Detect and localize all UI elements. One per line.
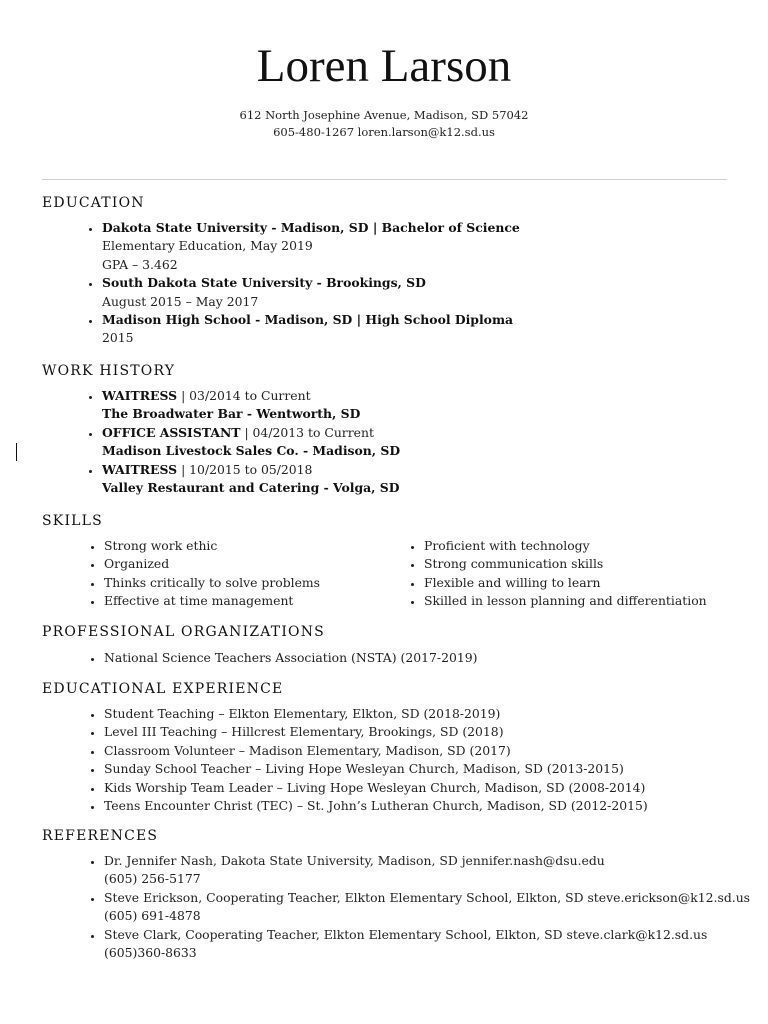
address: 612 North Josephine Avenue, Madison, SD 57042 xyxy=(239,108,529,122)
work-dates: | 03/2014 to Current xyxy=(177,388,311,403)
organizations-heading: PROFESSIONAL ORGANIZATIONS xyxy=(42,624,325,640)
experience-list xyxy=(87,705,648,815)
work-item xyxy=(102,461,400,498)
education-heading: EDUCATION xyxy=(42,195,145,211)
work-place: The Broadwater Bar - Wentworth, SD xyxy=(102,406,361,422)
reference-phone: (605) 691-4878 xyxy=(104,908,201,924)
reference-phone: (605) 256-5177 xyxy=(104,871,201,887)
work-dates: | 04/2013 to Current xyxy=(240,424,374,440)
education-detail: Elementary Education, May 2019 xyxy=(102,238,313,254)
work-place: Madison Livestock Sales Co. - Madison, SD xyxy=(102,443,401,459)
experience-item: • Student Teaching – Elkton Elementary, Elkton, SD (2018-2019) xyxy=(104,705,648,723)
education-list xyxy=(85,219,520,348)
skill-item: • Strong communication skills xyxy=(424,555,707,573)
skill-item: • Skilled in lesson planning and differentiation xyxy=(424,592,707,610)
reference-item xyxy=(104,852,750,889)
skill-item: • Flexible and willing to learn xyxy=(424,574,707,592)
skill-item: • Proficient with technology xyxy=(424,537,707,555)
education-detail: 2015 xyxy=(102,330,134,346)
skill-item: • Thinks critically to solve problems xyxy=(104,574,320,592)
experience-item: • Teens Encounter Christ (TEC) – St. John’s Lutheran Church, Madison, SD (2012-2015) xyxy=(104,797,648,815)
references-list xyxy=(87,852,750,962)
skill-item: • Strong work ethic xyxy=(104,537,320,555)
education-title: • South Dakota State University - Brookings, SD xyxy=(102,275,426,291)
education-detail: GPA – 3.462 xyxy=(102,256,178,272)
work-role: OFFICE ASSISTANT xyxy=(102,424,241,440)
experience-heading: EDUCATIONAL EXPERIENCE xyxy=(42,681,284,697)
work-list xyxy=(85,387,400,497)
experience-item: • Sunday School Teacher – Living Hope Wesleyan Church, Madison, SD (2013-2015) xyxy=(104,760,648,778)
text-cursor xyxy=(16,443,17,461)
reference-item xyxy=(104,889,750,926)
education-item xyxy=(102,274,520,311)
organizations-list xyxy=(87,649,477,667)
resume-name: Loren Larson xyxy=(256,40,512,92)
reference-details: • Steve Erickson, Cooperating Teacher, Elkton Elementary School, Elkton, SD steve.erickson@k12.sd.us xyxy=(104,889,751,905)
experience-item: • Level III Teaching – Hillcrest Elementary, Brookings, SD (2018) xyxy=(104,723,648,741)
work-item xyxy=(102,424,400,461)
work-dates: | 10/2015 to 05/2018 xyxy=(177,461,313,477)
reference-phone: (605)360-8633 xyxy=(104,945,197,961)
experience-item: • Kids Worship Team Leader – Living Hope Wesleyan Church, Madison, SD (2008-2014) xyxy=(104,779,648,797)
experience-item: • Classroom Volunteer – Madison Elementary, Madison, SD (2017) xyxy=(104,742,648,760)
education-title: • Dakota State University - Madison, SD | Bachelor of Science xyxy=(102,220,520,235)
education-detail: August 2015 – May 2017 xyxy=(102,293,259,309)
phone-email: 605-480-1267 loren.larson@k12.sd.us xyxy=(273,125,495,139)
skill-item: • Organized xyxy=(104,555,320,573)
skills-heading: SKILLS xyxy=(42,513,103,529)
work-role: WAITRESS xyxy=(102,388,178,403)
education-title: • Madison High School - Madison, SD | High School Diploma xyxy=(102,312,514,328)
reference-details: • Steve Clark, Cooperating Teacher, Elkton Elementary School, Elkton, SD steve.clark@k12.sd.us xyxy=(104,926,708,942)
skills-list-right xyxy=(407,537,707,611)
work-place: Valley Restaurant and Catering - Volga, SD xyxy=(102,480,400,496)
reference-item xyxy=(104,926,750,963)
education-item xyxy=(102,219,520,274)
references-heading: REFERENCES xyxy=(42,828,159,844)
work-role: WAITRESS xyxy=(102,461,178,477)
skills-list-left xyxy=(87,537,320,611)
work-item xyxy=(102,387,400,424)
reference-details: • Dr. Jennifer Nash, Dakota State University, Madison, SD jennifer.nash@dsu.edu xyxy=(104,853,605,868)
work-history-heading: WORK HISTORY xyxy=(42,363,176,379)
education-item xyxy=(102,311,520,348)
divider xyxy=(42,179,727,180)
organization-item: • National Science Teachers Association (NSTA) (2017-2019) xyxy=(104,649,477,667)
skill-item: • Effective at time management xyxy=(104,592,320,610)
